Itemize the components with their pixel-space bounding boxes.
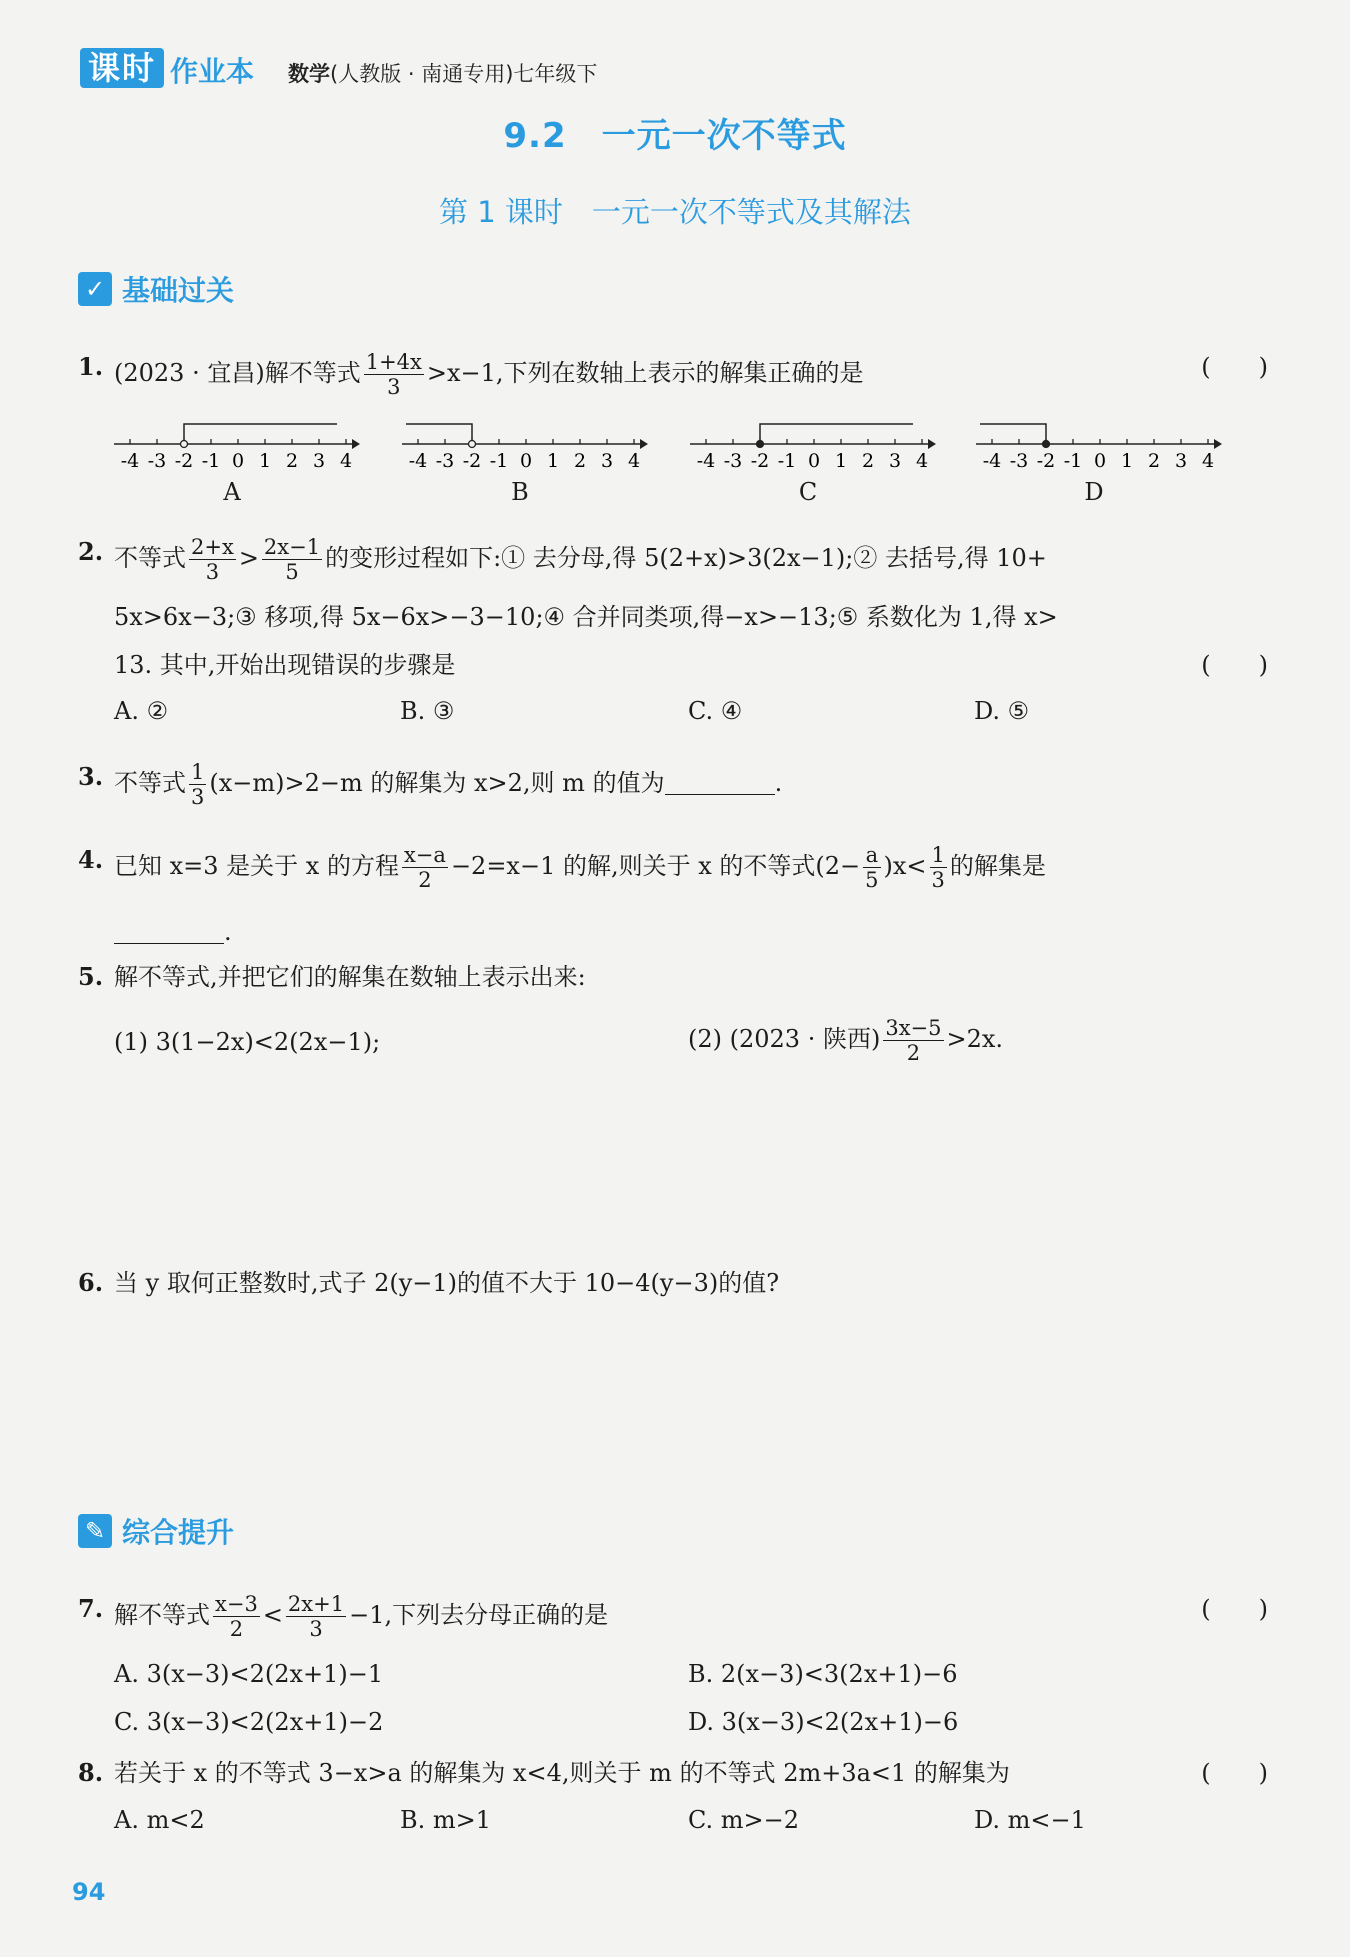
brand-title: 作业本 xyxy=(170,55,255,88)
number-line-option-c[interactable] xyxy=(688,410,938,506)
option-a[interactable]: A. ② xyxy=(114,697,169,725)
tick-label: -4 xyxy=(120,450,140,472)
tick-label: 3 xyxy=(888,450,902,472)
option-label: C xyxy=(798,478,818,506)
numerator: a xyxy=(863,843,880,868)
tick-label: 0 xyxy=(807,450,821,472)
numerator: 1 xyxy=(931,843,945,867)
option-b[interactable]: B. ③ xyxy=(400,697,455,725)
tick-label: -1 xyxy=(1063,450,1083,472)
option-label: A xyxy=(223,478,241,506)
answer-blank[interactable] xyxy=(665,770,775,795)
tick-label: -3 xyxy=(723,450,743,472)
question-number: 3. xyxy=(78,762,104,791)
question-stem xyxy=(114,843,1268,892)
denominator: 3 xyxy=(205,560,220,584)
answer-paren: ( ) xyxy=(1201,1759,1268,1787)
option-c[interactable]: C. ④ xyxy=(688,697,743,725)
axis-arrow xyxy=(640,439,648,449)
stem-text: 13. 其中,开始出现错误的步骤是 xyxy=(114,651,456,679)
number-line xyxy=(400,410,650,478)
numerator: 2x+1 xyxy=(287,1592,345,1616)
page-number: 94 xyxy=(72,1878,106,1906)
section-basic-title: 基础过关 xyxy=(122,274,235,307)
answer-paren: ( ) xyxy=(1201,1595,1268,1623)
question-stem xyxy=(114,535,1268,584)
chapter-title: 9.2 一元一次不等式 xyxy=(503,116,847,156)
stem-text: . xyxy=(774,769,783,797)
fraction xyxy=(930,843,947,892)
fraction xyxy=(286,1592,346,1641)
question-stem: 若关于 x 的不等式 3−x>a 的解集为 x<4,则关于 m 的不等式 2m+3a<1 的解集为 xyxy=(114,1759,1010,1787)
stem-text: . xyxy=(224,918,232,946)
denominator: 2 xyxy=(418,868,432,892)
tick-label: 4 xyxy=(339,450,353,472)
solid-dot xyxy=(757,441,764,448)
fraction xyxy=(402,843,448,892)
operator: < xyxy=(262,1601,283,1629)
tick-label: 4 xyxy=(627,450,641,472)
answer-blank[interactable] xyxy=(114,919,224,944)
pencil-icon: ✎ xyxy=(78,1514,112,1548)
number-line xyxy=(112,410,362,478)
fraction xyxy=(262,535,322,584)
fraction xyxy=(883,1016,943,1065)
denominator: 3 xyxy=(931,868,945,892)
tick-label: 4 xyxy=(915,450,929,472)
tick-label: 0 xyxy=(519,450,533,472)
stem-text: 5x>6x−3;③ 移项,得 5x−6x>−3−10;④ 合并同类项,得−x>−13;⑤ 系数化为 1,得 x> xyxy=(114,603,1058,631)
question-number: 5. xyxy=(78,962,104,991)
section-basic xyxy=(78,270,234,308)
number-line-option-d[interactable] xyxy=(974,410,1224,506)
numerator: 1 xyxy=(191,760,205,784)
section-advanced-title: 综合提升 xyxy=(122,1516,235,1549)
denominator: 5 xyxy=(285,560,299,584)
book-info xyxy=(288,58,597,88)
tick-label: -2 xyxy=(750,450,770,472)
q5-part-1: (1) 3(1−2x)<2(2x−1); xyxy=(114,1028,381,1056)
numerator: x−a xyxy=(403,843,446,867)
fraction xyxy=(863,843,880,892)
stem-text: >2x. xyxy=(946,1025,1004,1053)
answer-paren: ( ) xyxy=(1201,651,1268,679)
stem-text: 不等式 xyxy=(114,769,186,797)
numerator: 2+x xyxy=(191,535,234,559)
edition-label: (人教版 · 南通专用)七年级下 xyxy=(330,62,598,86)
stem-text: )x< xyxy=(883,852,927,880)
stem-text: >x−1,下列在数轴上表示的解集正确的是 xyxy=(426,359,864,387)
tick-label: 3 xyxy=(600,450,614,472)
option-c[interactable]: C. 3(x−3)<2(2x+1)−2 xyxy=(114,1708,384,1736)
denominator: 3 xyxy=(309,1617,323,1641)
brand-logo: 课时 xyxy=(80,48,164,88)
stem-text: (2) (2023 · 陕西) xyxy=(688,1025,881,1053)
tick-label: 0 xyxy=(1093,450,1107,472)
tick-label: -3 xyxy=(147,450,167,472)
fraction xyxy=(189,535,236,584)
axis-arrow xyxy=(1214,439,1222,449)
stem-text: (2023 · 宜昌)解不等式 xyxy=(114,359,361,387)
tick-label: 2 xyxy=(285,450,299,472)
hollow-dot xyxy=(469,441,476,448)
question-number: 4. xyxy=(78,845,104,874)
option-b[interactable]: B. 2(x−3)<3(2x+1)−6 xyxy=(688,1660,958,1688)
tick-label: 1 xyxy=(1120,450,1134,472)
tick-label: 3 xyxy=(1174,450,1188,472)
stem-text: 已知 x=3 是关于 x 的方程 xyxy=(114,852,399,880)
answer-line xyxy=(114,915,1268,949)
question-number: 2. xyxy=(78,537,104,566)
stem-text: −2=x−1 的解,则关于 x 的不等式(2− xyxy=(450,852,861,880)
option-d[interactable]: D. ⑤ xyxy=(974,697,1030,725)
stem-text: 不等式 xyxy=(114,544,186,572)
stem-text: −1,下列去分母正确的是 xyxy=(349,1601,609,1629)
tick-label: 3 xyxy=(312,450,326,472)
denominator: 3 xyxy=(191,785,205,809)
question-stem: 当 y 取何正整数时,式子 2(y−1)的值不大于 10−4(y−3)的值? xyxy=(114,1269,780,1297)
stem-text: 解不等式 xyxy=(114,1601,210,1629)
question-stem xyxy=(114,350,1268,399)
fraction xyxy=(364,350,424,399)
tick-label: 0 xyxy=(231,450,245,472)
question-stem xyxy=(114,760,1268,809)
tick-label: 2 xyxy=(861,450,875,472)
number-line xyxy=(688,410,938,478)
solution-ray xyxy=(760,424,913,440)
question-number: 7. xyxy=(78,1594,104,1623)
tick-label: -1 xyxy=(201,450,221,472)
numerator: 1+4x xyxy=(365,350,422,374)
subject-label: 数学 xyxy=(288,62,330,86)
tick-label: 2 xyxy=(573,450,587,472)
tick-label: -1 xyxy=(777,450,797,472)
solid-dot xyxy=(1043,441,1050,448)
option-label: B xyxy=(511,478,529,506)
tick-label: -2 xyxy=(462,450,482,472)
numerator: x−3 xyxy=(215,1592,258,1616)
stem-text: 的变形过程如下:① 去分母,得 5(2+x)>3(2x−1);② 去括号,得 10+ xyxy=(325,544,1047,572)
fraction xyxy=(189,760,206,809)
question-number: 1. xyxy=(78,352,104,381)
option-b[interactable]: B. m>1 xyxy=(400,1806,492,1834)
checkbox-icon: ✓ xyxy=(78,272,112,306)
question-stem xyxy=(114,1592,1268,1641)
tick-label: -1 xyxy=(489,450,509,472)
denominator: 5 xyxy=(865,868,879,892)
option-a[interactable]: A. 3(x−3)<2(2x+1)−1 xyxy=(114,1660,384,1688)
solution-ray xyxy=(980,424,1046,440)
lesson-title: 第 1 课时 一元一次不等式及其解法 xyxy=(439,195,911,229)
tick-label: 1 xyxy=(834,450,848,472)
question-number: 6. xyxy=(78,1268,104,1297)
tick-label: 4 xyxy=(1201,450,1215,472)
option-d[interactable]: D. m<−1 xyxy=(974,1806,1086,1834)
tick-label: -4 xyxy=(408,450,428,472)
number-line xyxy=(974,410,1224,478)
stem-text: (x−m)>2−m 的解集为 x>2,则 m 的值为 xyxy=(209,769,665,797)
number-line-option-b[interactable] xyxy=(400,410,650,506)
tick-label: 1 xyxy=(546,450,560,472)
denominator: 2 xyxy=(229,1617,244,1641)
denominator: 3 xyxy=(387,375,401,399)
solution-ray xyxy=(406,424,472,440)
operator: > xyxy=(238,544,259,572)
solution-ray xyxy=(184,424,337,440)
section-advanced xyxy=(78,1512,234,1550)
option-c[interactable]: C. m>−2 xyxy=(688,1806,800,1834)
hollow-dot xyxy=(181,441,188,448)
tick-label: -4 xyxy=(982,450,1002,472)
tick-label: -3 xyxy=(435,450,455,472)
stem-text: 的解集是 xyxy=(949,852,1046,880)
tick-label: 2 xyxy=(1147,450,1161,472)
option-d[interactable]: D. 3(x−3)<2(2x+1)−6 xyxy=(688,1708,959,1736)
denominator: 2 xyxy=(906,1041,921,1065)
number-line-option-a[interactable] xyxy=(112,410,362,506)
numerator: 3x−5 xyxy=(885,1016,942,1040)
option-a[interactable]: A. m<2 xyxy=(114,1806,205,1834)
tick-label: -2 xyxy=(1036,450,1056,472)
option-label: D xyxy=(1084,478,1104,506)
tick-label: -4 xyxy=(696,450,716,472)
tick-label: -3 xyxy=(1009,450,1029,472)
axis-arrow xyxy=(928,439,936,449)
axis-arrow xyxy=(352,439,360,449)
answer-paren: ( ) xyxy=(1201,353,1268,381)
fraction xyxy=(213,1592,260,1641)
tick-label: -2 xyxy=(174,450,194,472)
numerator: 2x−1 xyxy=(263,535,321,559)
question-stem: 解不等式,并把它们的解集在数轴上表示出来: xyxy=(114,963,586,991)
q5-part-2 xyxy=(688,1016,1003,1065)
tick-label: 1 xyxy=(258,450,272,472)
question-number: 8. xyxy=(78,1758,104,1787)
